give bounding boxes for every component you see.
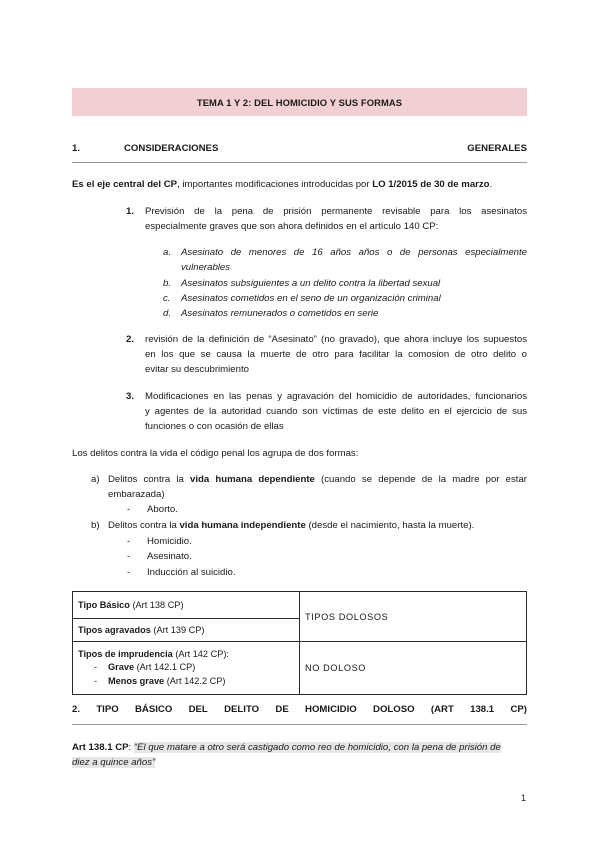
cell-aggravated-types: Tipos agravados (Art 139 CP) [73, 619, 300, 642]
section-2-word: 138.1 [470, 704, 495, 715]
section-2-heading [72, 704, 527, 715]
section-2-word: BÁSICO [135, 704, 173, 715]
section-2-word: HOMICIDIO [305, 704, 357, 715]
section-2-rule [72, 724, 527, 725]
section-2-word: DEL [188, 704, 208, 715]
list-item-1-line-2: especialmente graves que son ahora definidos en el artículo 140 CP: [145, 221, 439, 232]
cell-basic-type: Tipo Básico (Art 138 CP) [73, 592, 300, 619]
list-item-3-line-2: y agentes de la autoridad cuando son víctimas de este delito en el ejercicio de sus [145, 406, 527, 417]
section-2-word: (ART [430, 704, 454, 715]
list-item-2-line-1: revisión de la definición de “Asesinato” (no gravado), que ahora incluye los supuestos [145, 334, 527, 345]
sublist-d-line-1: Asesinatos remunerados o cometidos en serie [181, 308, 379, 319]
sublist-a-letter: a. [163, 247, 172, 258]
page-number: 1 [520, 793, 526, 803]
section-1-word-2: GENERALES [467, 143, 527, 154]
sublist-b-letter: b. [163, 278, 172, 289]
section-2-word: 2. [72, 704, 81, 715]
intro-paragraph [72, 178, 527, 193]
section-2-word: DELITO [224, 704, 260, 715]
group-a-line-2: embarazada) [108, 489, 165, 500]
sublist-a-line-2: vulnerables [181, 262, 231, 273]
group-b-line-1: Delitos contra la vida humana independiente (desde el nacimiento, hasta la muerte). [108, 520, 475, 531]
article-138-line-2: diez a quince años” [72, 757, 156, 768]
types-table [72, 591, 527, 695]
list-item-1-number: 1. [126, 206, 135, 217]
intro-bold-1: Es el eje central del CP [72, 179, 178, 190]
section-1-word-1: CONSIDERACIONES [124, 143, 219, 154]
group-b-item-3: - Inducción al suicidio. [127, 567, 236, 578]
list-item-3-line-1: Modificaciones en las penas y agravación del homicidio de autoridades, funcionarios [145, 391, 527, 402]
sublist-a-line-1: Asesinato de menores de 16 años años o de personas especialmente [181, 247, 527, 258]
list-item-1-line-1: Previsión de la pena de prisión permanente revisable para los asesinatos [145, 206, 527, 217]
cell-no-doloso: NO DOLOSO [300, 642, 527, 695]
list-item-3-line-3: funciones o con ocasión de ellas [145, 421, 284, 432]
list-item-3-number: 3. [126, 391, 135, 402]
section-2-word: CP) [510, 704, 527, 715]
group-b-letter: b) [91, 520, 100, 531]
groups-intro: Los delitos contra la vida el código penal los agrupa de dos formas: [72, 448, 359, 459]
sublist-c-letter: c. [163, 293, 171, 304]
section-2-word: DE [275, 704, 289, 715]
intro-text-2: . [489, 179, 493, 190]
list-item-2-line-3: evitar su descubrimiento [145, 364, 249, 375]
list-item-2-line-2: en los que se causa la muerte de otro para facilitar la comosion de otro delito o [145, 349, 527, 360]
group-b-item-1: - Homicidio. [127, 536, 192, 547]
sublist-c-line-1: Asesinatos cometidos en el seno de un organización criminal [181, 293, 441, 304]
cell-imprudence-types: Tipos de imprudencia (Art 142 CP): - Grave (Art 142.1 CP) - Menos grave (Art 142.2 CP) [73, 642, 300, 695]
group-a-item-1: - Aborto. [127, 504, 178, 515]
article-138-line-1: Art 138.1 CP: “El que matare a otro será castigado como reo de homicidio, con la pena de prisión de [72, 742, 501, 753]
intro-text-1: , importantes modificaciones introducidas por [177, 179, 373, 190]
group-b-item-2: - Asesinato. [127, 551, 192, 562]
section-1-heading [72, 143, 527, 154]
section-1-rule [72, 162, 527, 163]
document-title: TEMA 1 Y 2: DEL HOMICIDIO Y SUS FORMAS [72, 88, 527, 116]
list-item-2-number: 2. [126, 334, 135, 345]
intro-bold-2: LO 1/2015 de 30 de marzo [372, 179, 490, 190]
section-1-number: 1. [72, 143, 81, 154]
group-a-line-1: Delitos contra la vida humana dependiente (cuando se depende de la madre por estar [108, 474, 527, 485]
cell-dolosos: TIPOS DOLOSOS [300, 592, 527, 642]
group-a-letter: a) [91, 474, 100, 485]
section-2-word: TIPO [96, 704, 119, 715]
sublist-d-letter: d. [163, 308, 172, 319]
sublist-b-line-1: Asesinatos subsiguientes a un delito contra la libertad sexual [181, 278, 441, 289]
section-2-word: DOLOSO [373, 704, 415, 715]
